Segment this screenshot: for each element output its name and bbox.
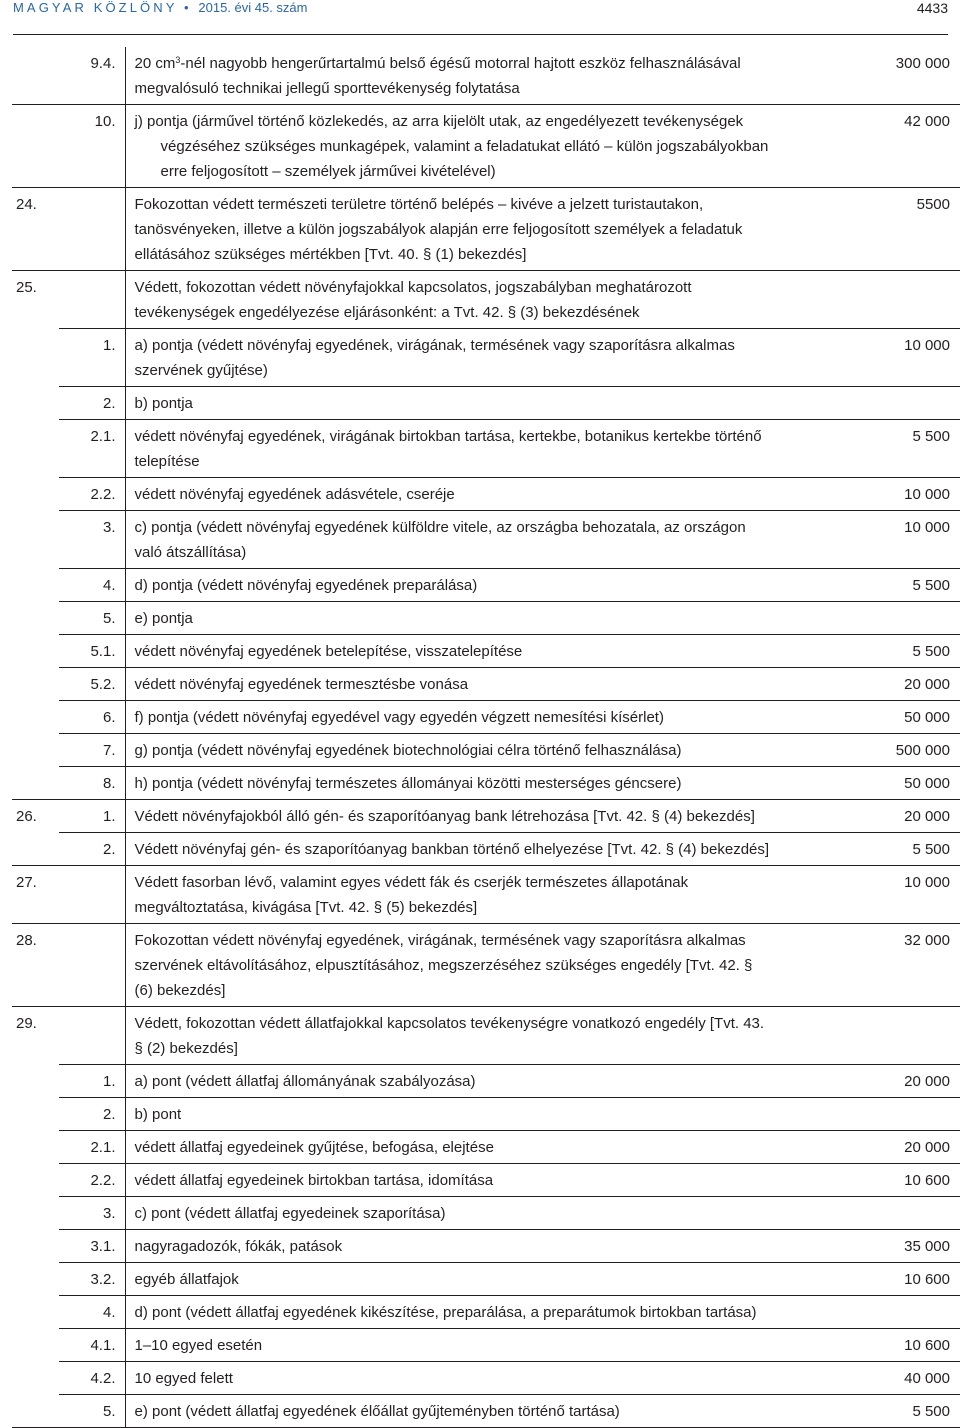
fee-amount: 20 000 — [775, 800, 960, 833]
item-number: 24. — [12, 188, 59, 271]
fee-amount — [775, 387, 960, 420]
table-row — [12, 1230, 960, 1263]
subitem-number: 7. — [59, 734, 125, 767]
item-description — [125, 105, 775, 188]
subitem-number — [59, 188, 125, 271]
item-description — [125, 188, 775, 271]
table-row — [12, 1197, 960, 1230]
item-description — [125, 1007, 775, 1065]
fee-amount: 500 000 — [775, 734, 960, 767]
item-description — [125, 1329, 775, 1362]
fee-amount: 20 000 — [775, 1065, 960, 1098]
item-number: 25. — [16, 279, 37, 296]
fee-amount: 10 600 — [775, 1263, 960, 1296]
item-number — [12, 1065, 59, 1098]
item-number — [12, 701, 59, 734]
table-row — [12, 767, 960, 800]
item-description — [125, 1065, 775, 1098]
subitem-number: 1. — [59, 800, 125, 833]
description-text: Védett növényfaj gén- és szaporítóanyag bankban történő elhelyezése [Tvt. 42. § (4) bekezdés] — [134, 841, 770, 858]
description-text: j) pontja (járművel történő közlekedés, az arra kijelölt utak, az engedélyezett tevékenységek végzéséhez szükséges munkagépek, valamint a feladatukat ellátó – külön jogszabályokban erre feljogosított – személyek járművei kivételével) — [134, 113, 769, 180]
subitem-number: 4.1. — [59, 1329, 125, 1362]
item-number — [12, 478, 59, 511]
superscript: 3 — [175, 55, 181, 65]
subitem-number: 2. — [59, 387, 125, 420]
page-number: 4433 — [916, 0, 948, 16]
subitem-number: 5.1. — [59, 635, 125, 668]
subitem-number: 2. — [59, 1098, 125, 1131]
description-text: Védett növényfajokból álló gén- és szaporítóanyag bank létrehozása [Tvt. 42. § (4) bekezdés] — [134, 808, 755, 825]
fee-amount — [775, 1007, 960, 1065]
table-row — [12, 866, 960, 924]
subitem-number — [59, 866, 125, 924]
item-number — [12, 1329, 59, 1362]
description-text: egyéb állatfajok — [134, 1271, 239, 1288]
table-row — [12, 833, 960, 866]
subitem-number: 3.2. — [59, 1263, 125, 1296]
table-row — [12, 701, 960, 734]
item-description — [125, 1362, 775, 1395]
subitem-number: 4.2. — [59, 1362, 125, 1395]
description-text: 1–10 egyed esetén — [134, 1337, 263, 1354]
item-description — [125, 1164, 775, 1197]
item-number — [12, 511, 59, 569]
table-row — [12, 1098, 960, 1131]
description-text: c) pontja (védett növényfaj egyedének külföldre vitele, az országba behozatala, az országon való átszállítása) — [134, 519, 746, 561]
item-number — [12, 1197, 59, 1230]
item-description — [125, 668, 775, 701]
item-number: 27. — [12, 866, 59, 924]
subitem-number: 3.1. — [59, 1230, 125, 1263]
fee-amount: 10 600 — [775, 1329, 960, 1362]
item-description — [125, 511, 775, 569]
fee-amount: 10 000 — [775, 511, 960, 569]
description-text: c) pont (védett állatfaj egyedeinek szaporítása) — [134, 1205, 446, 1222]
description-text: védett állatfaj egyedeinek birtokban tartása, idomítása — [134, 1172, 494, 1189]
subitem-number: 8. — [59, 767, 125, 800]
fee-table — [12, 47, 960, 1428]
table-row — [12, 924, 960, 1007]
fee-amount: 5 500 — [775, 635, 960, 668]
table-row — [12, 47, 960, 105]
fee-amount: 300 000 — [775, 47, 960, 105]
item-description — [125, 602, 775, 635]
subitem-number: 2.1. — [59, 420, 125, 478]
fee-amount: 5 500 — [775, 420, 960, 478]
description-part: -nél nagyobb hengerűrtartalmú belső égésű motorral hajtott eszköz felhasználásával megvalósuló technikai jellegű sporttevékenység folytatása — [134, 55, 741, 97]
description-text: f) pontja (védett növényfaj egyedével vagy egyedén végzett nemesítési kísérlet) — [134, 709, 664, 726]
item-description — [125, 271, 775, 329]
description-text: b) pontja — [134, 395, 193, 412]
subitem-number: 6. — [59, 701, 125, 734]
fee-amount: 5 500 — [775, 1395, 960, 1428]
item-description — [125, 767, 775, 800]
item-number — [12, 668, 59, 701]
table-row — [12, 1007, 960, 1065]
description-text: védett növényfaj egyedének adásvétele, cseréje — [134, 486, 455, 503]
item-number — [12, 602, 59, 635]
publication-title — [13, 0, 308, 16]
subitem-number: 4. — [59, 1296, 125, 1329]
fee-amount — [775, 271, 960, 329]
item-number — [12, 1362, 59, 1395]
item-description — [125, 800, 775, 833]
fee-amount: 40 000 — [775, 1362, 960, 1395]
description-text: nagyragadozók, fókák, patások — [134, 1238, 343, 1255]
item-number: 29. — [16, 1015, 37, 1032]
description-text: a) pont (védett állatfaj állományának szabályozása) — [134, 1073, 476, 1090]
fee-amount: 10 000 — [775, 329, 960, 387]
fee-amount: 35 000 — [775, 1230, 960, 1263]
item-number — [12, 105, 59, 188]
item-number — [12, 1296, 59, 1329]
subitem-number: 5.2. — [59, 668, 125, 701]
item-number — [12, 1131, 59, 1164]
item-description — [125, 701, 775, 734]
subitem-number: 1. — [59, 329, 125, 387]
subitem-number: 10. — [59, 105, 125, 188]
table-row — [12, 1263, 960, 1296]
item-description — [125, 1098, 775, 1131]
description-part: 20 cm — [134, 55, 176, 72]
table-row — [12, 1329, 960, 1362]
table-row — [12, 1164, 960, 1197]
description-text: e) pont (védett állatfaj egyedének élőállat gyűjteményben történő tartása) — [134, 1403, 620, 1420]
fee-amount — [775, 1197, 960, 1230]
table-row — [12, 569, 960, 602]
fee-amount: 5500 — [775, 188, 960, 271]
description-text: d) pont (védett állatfaj egyedének kikészítése, preparálása, a preparátumok birtokban tartása) — [134, 1304, 757, 1321]
page-header — [13, 0, 948, 35]
table-row — [12, 1065, 960, 1098]
subitem-number: 5. — [59, 1395, 125, 1428]
item-description — [125, 1263, 775, 1296]
subitem-number: 1. — [59, 1065, 125, 1098]
item-description — [125, 387, 775, 420]
item-description — [125, 1131, 775, 1164]
item-description — [125, 478, 775, 511]
item-description — [125, 924, 775, 1007]
subitem-number — [59, 271, 125, 329]
description-text: védett növényfaj egyedének, virágának birtokban tartása, kertekbe, botanikus kertekbe történő telepítése — [134, 428, 762, 470]
fee-amount: 5 500 — [775, 833, 960, 866]
subitem-number: 2.2. — [59, 1164, 125, 1197]
table-row — [12, 668, 960, 701]
item-number: 28. — [12, 924, 59, 1007]
description-text: h) pontja (védett növényfaj természetes állományai közötti mesterséges géncsere) — [134, 775, 682, 792]
table-row — [12, 1362, 960, 1395]
item-description — [125, 1230, 775, 1263]
item-number — [12, 569, 59, 602]
table-row — [12, 420, 960, 478]
fee-table-body — [12, 47, 960, 1428]
table-row — [12, 800, 960, 833]
description-text: Védett fasorban lévő, valamint egyes védett fák és cserjék természetes állapotának megváltoztatása, kivágása [Tvt. 42. § (5) bekezdés] — [134, 874, 689, 916]
issue-label: 2015. évi 45. szám — [198, 0, 308, 15]
item-description — [125, 1296, 775, 1329]
description-text: a) pontja (védett növényfaj egyedének, virágának, termésének vagy szaporításra alkalmas szervének gyűjtése) — [134, 337, 735, 379]
table-row — [12, 635, 960, 668]
fee-amount: 5 500 — [775, 569, 960, 602]
table-row — [12, 188, 960, 271]
description-text: e) pontja — [134, 610, 193, 627]
item-description — [125, 1395, 775, 1428]
item-number — [12, 635, 59, 668]
item-number — [12, 767, 59, 800]
subitem-number: 3. — [59, 511, 125, 569]
fee-amount: 42 000 — [775, 105, 960, 188]
subitem-number: 4. — [59, 569, 125, 602]
item-number — [12, 833, 59, 866]
description-text: védett növényfaj egyedének termesztésbe vonása — [134, 676, 469, 693]
item-description — [125, 47, 775, 105]
fee-amount — [775, 1296, 960, 1329]
subitem-number: 2.1. — [59, 1131, 125, 1164]
item-number — [12, 387, 59, 420]
table-row — [12, 1131, 960, 1164]
fee-amount: 50 000 — [775, 701, 960, 734]
subitem-number: 2. — [59, 833, 125, 866]
description-text: Fokozottan védett növényfaj egyedének, virágának, termésének vagy szaporításra alkalmas szervének eltávolításához, elpusztításához, megszerzéséhez szükséges engedély [Tvt. 42. § (6) bekezdés] — [134, 932, 753, 999]
table-row — [12, 1395, 960, 1428]
table-row — [12, 1296, 960, 1329]
item-number — [12, 47, 59, 105]
table-row — [12, 271, 960, 329]
item-number — [12, 1263, 59, 1296]
table-row — [12, 387, 960, 420]
fee-amount — [775, 602, 960, 635]
fee-amount: 10 600 — [775, 1164, 960, 1197]
fee-amount: 32 000 — [775, 924, 960, 1007]
subitem-number: 5. — [59, 602, 125, 635]
table-row — [12, 478, 960, 511]
item-number — [12, 1230, 59, 1263]
fee-amount: 10 000 — [775, 478, 960, 511]
fee-amount: 20 000 — [775, 668, 960, 701]
item-number — [12, 1098, 59, 1131]
subitem-number: 9.4. — [59, 47, 125, 105]
item-number — [12, 734, 59, 767]
description-text: védett növényfaj egyedének betelepítése, visszatelepítése — [134, 643, 523, 660]
item-description — [125, 833, 775, 866]
item-number — [12, 1164, 59, 1197]
fee-amount — [775, 1098, 960, 1131]
header-separator: • — [184, 0, 192, 15]
subitem-number: 2.2. — [59, 478, 125, 511]
description-text: d) pontja (védett növényfaj egyedének preparálása) — [134, 577, 478, 594]
item-number — [12, 329, 59, 387]
table-row — [12, 329, 960, 387]
description-text: védett állatfaj egyedeinek gyűjtése, befogása, elejtése — [134, 1139, 494, 1156]
table-row — [12, 511, 960, 569]
item-number — [12, 420, 59, 478]
subitem-number — [59, 924, 125, 1007]
description-text: g) pontja (védett növényfaj egyedének biotechnológiai célra történő felhasználása) — [134, 742, 682, 759]
fee-amount: 10 000 — [775, 866, 960, 924]
item-description — [125, 734, 775, 767]
table-row — [12, 105, 960, 188]
item-number: 26. — [16, 808, 37, 825]
subitem-number: 3. — [59, 1197, 125, 1230]
fee-amount: 50 000 — [775, 767, 960, 800]
description-text: Fokozottan védett természeti területre történő belépés – kivéve a jelzett turistautakon, tanösvényeken, illetve a külön jogszabályok alapján erre feljogosított személyek a feladatuk ellátásához szükséges mértékben [Tvt. 40. § (1) bekezdés] — [134, 196, 743, 263]
description-text: Védett, fokozottan védett állatfajokkal kapcsolatos tevékenységre vonatkozó engedély [Tvt. 43. § (2) bekezdés] — [134, 1015, 765, 1057]
item-description — [125, 329, 775, 387]
fee-amount: 20 000 — [775, 1131, 960, 1164]
description-text: b) pont — [134, 1106, 182, 1123]
item-description — [125, 635, 775, 668]
publication-name: MAGYAR KÖZLÖNY — [13, 0, 178, 15]
item-description — [125, 1197, 775, 1230]
subitem-number — [59, 1007, 125, 1065]
item-description — [125, 569, 775, 602]
description-text: Védett, fokozottan védett növényfajokkal kapcsolatos, jogszabályban meghatározott tevékenységek engedélyezése eljárásonként: a Tvt. 42. § (3) bekezdésének — [134, 279, 692, 321]
table-row — [12, 602, 960, 635]
item-description — [125, 420, 775, 478]
item-number — [12, 1395, 59, 1428]
description-text: 10 egyed felett — [134, 1370, 233, 1387]
table-row — [12, 734, 960, 767]
item-description — [125, 866, 775, 924]
